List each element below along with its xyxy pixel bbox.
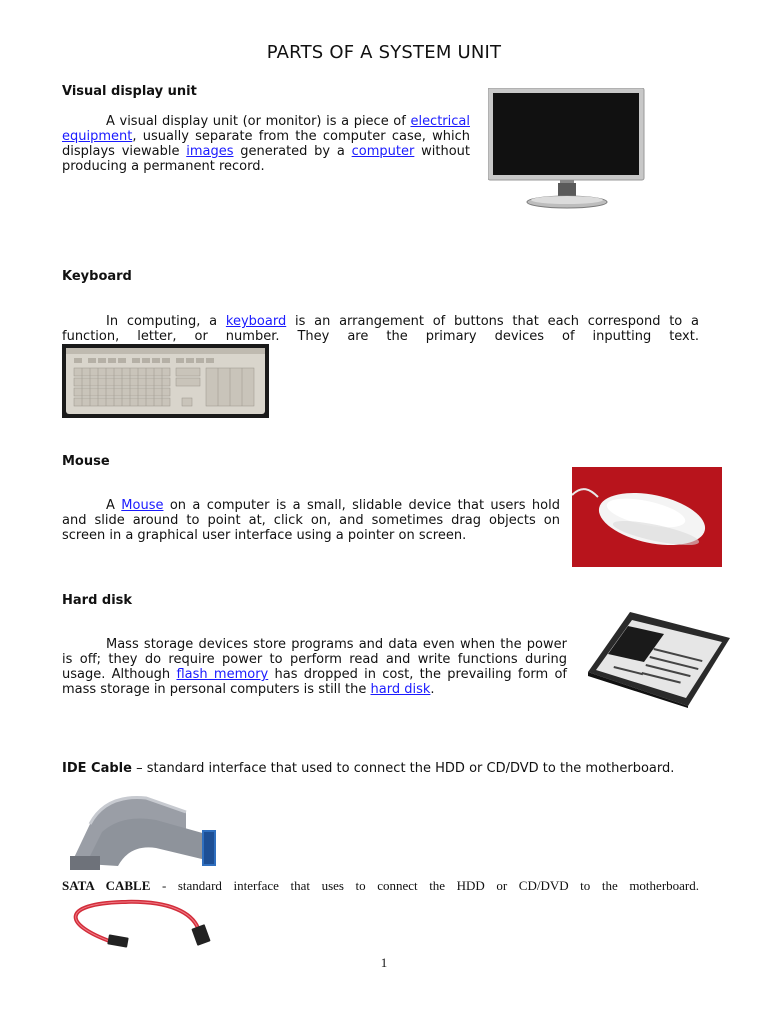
link-electrical-equipment[interactable]: electrical equipment — [62, 114, 470, 144]
harddisk-text-2: has dropped in cost, the prevailing form of mass storage in personal computers is still the — [62, 667, 567, 697]
keyboard-heading: Keyboard — [62, 269, 132, 284]
link-computer[interactable]: computer — [351, 144, 415, 159]
vdu-text-1: A visual display unit (or monitor) is a piece of — [106, 114, 411, 129]
vdu-paragraph — [62, 114, 470, 174]
harddisk-text-3: . — [430, 682, 435, 697]
ide-cable-image — [66, 790, 226, 872]
link-mouse[interactable]: Mouse — [121, 498, 164, 513]
link-keyboard[interactable]: keyboard — [225, 314, 287, 329]
sata-text: - standard interface that uses to connect the HDD or CD/DVD to the motherboard. — [150, 878, 699, 893]
keyboard-paragraph — [62, 314, 699, 344]
sata-paragraph — [62, 878, 699, 894]
vdu-text-3: generated by a — [233, 144, 352, 159]
monitor-image — [488, 88, 646, 212]
ide-paragraph — [62, 761, 699, 776]
link-flash-memory[interactable]: flash memory — [176, 667, 269, 682]
hard-disk-image — [584, 608, 732, 708]
ide-heading: IDE Cable — [62, 761, 132, 776]
ide-text: – standard interface that used to connect the HDD or CD/DVD to the motherboard. — [131, 761, 675, 776]
keyboard-text-1: In computing, a — [106, 314, 226, 329]
harddisk-text-1: Mass storage devices store programs and data even when the power is off; they do require power to perform read and write functions during usage. Although — [62, 637, 567, 682]
mouse-text-2: on a computer is a small, slidable device that users hold and slide around to point at, click on, and sometimes drag objects on screen in a graphical user interface using a pointer on screen. — [62, 498, 560, 543]
link-images[interactable]: images — [186, 144, 234, 159]
harddisk-paragraph — [62, 637, 567, 697]
harddisk-heading: Hard disk — [62, 593, 133, 608]
vdu-heading: Visual display unit — [62, 84, 197, 99]
page-title: PARTS OF A SYSTEM UNIT — [266, 42, 502, 63]
mouse-text-1: A — [106, 498, 122, 513]
keyboard-text-2: is an arrangement of buttons that each correspond to a function, letter, or number. They are the primary devices of inputting text. — [62, 314, 699, 344]
page-number: 1 — [380, 955, 388, 970]
mouse-heading: Mouse — [62, 454, 110, 469]
vdu-text-4: without producing a permanent record. — [62, 144, 470, 174]
link-hard-disk[interactable]: hard disk — [370, 682, 431, 697]
mouse-paragraph — [62, 498, 560, 543]
vdu-text-2: , usually separate from the computer case, which displays viewable — [62, 129, 470, 159]
mouse-image — [572, 467, 722, 567]
keyboard-image — [62, 344, 269, 418]
sata-cable-image — [62, 894, 212, 952]
sata-heading: SATA CABLE — [62, 878, 151, 893]
